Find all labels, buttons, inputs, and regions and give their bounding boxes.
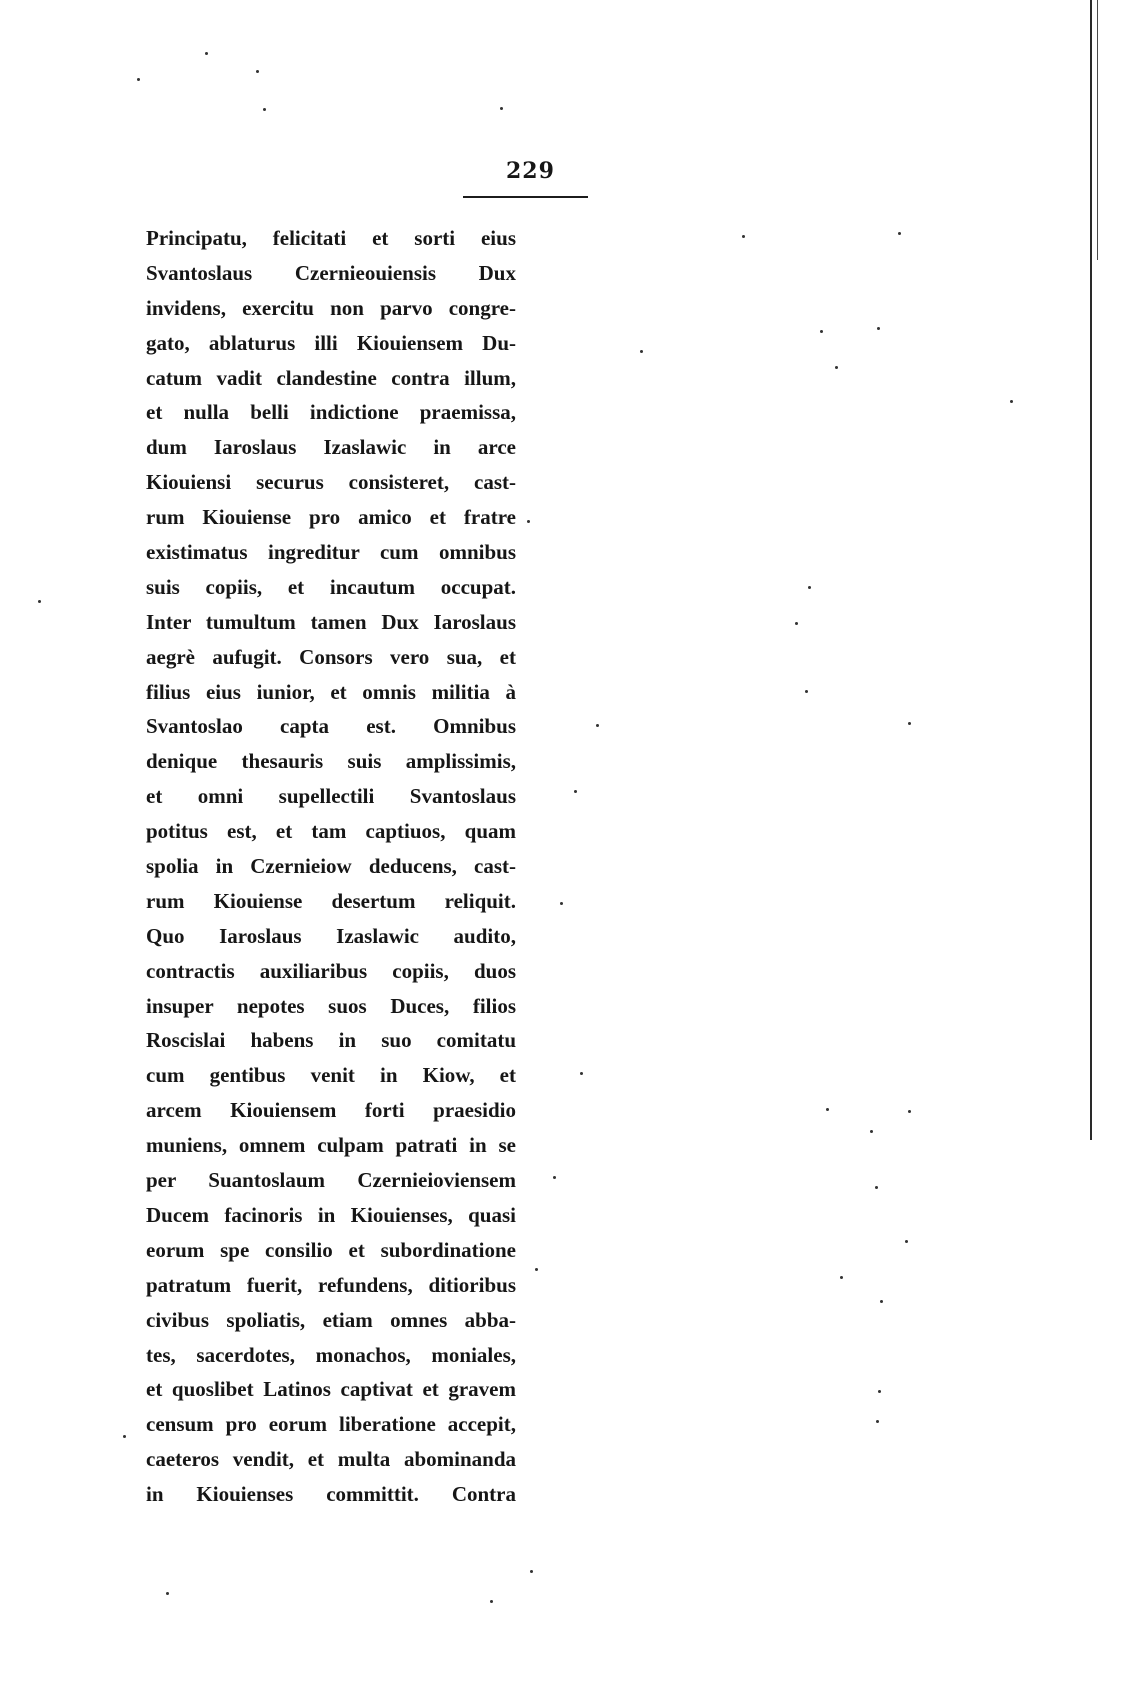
page-edge-line-secondary — [1097, 0, 1098, 260]
scan-speck — [835, 366, 838, 369]
text-line: eorum spe consilio et subordinatione — [146, 1237, 516, 1262]
text-line: suis copiis, et incautum occupat. — [146, 574, 516, 599]
text-line: Principatu, felicitati et sorti eius — [146, 226, 516, 250]
text-line: existimatus ingreditur cum omnibus — [146, 540, 516, 565]
text-line: et nulla belli indictione praemissa, — [146, 400, 516, 425]
text-line: muniens, omnem culpam patrati in se — [146, 1133, 516, 1158]
text-line: rum Kiouiense pro amico et fratre — [146, 505, 516, 530]
text-line: censum pro eorum liberatione accepit, — [146, 1412, 516, 1437]
text-line: potitus est, et tam captiuos, quam — [146, 819, 516, 844]
text-line: Quo Iaroslaus Izaslawic audito, — [146, 923, 516, 948]
scan-speck — [640, 350, 643, 353]
scan-speck — [256, 70, 259, 73]
scan-speck — [530, 1570, 533, 1573]
text-line: cum gentibus venit in Kiow, et — [146, 1063, 516, 1088]
text-line: denique thesauris suis amplissimis, — [146, 749, 516, 774]
page-edge-line — [1090, 0, 1092, 1140]
text-line: caeteros vendit, et multa abominanda — [146, 1447, 516, 1472]
text-line: patratum fuerit, refundens, ditioribus — [146, 1272, 516, 1297]
scan-speck — [808, 586, 811, 589]
page-number: 229 — [506, 158, 555, 184]
text-line: Ducem facinoris in Kiouienses, quasi — [146, 1202, 516, 1227]
text-line: tes, sacerdotes, monachos, moniales, — [146, 1342, 516, 1367]
text-line: arcem Kiouiensem forti praesidio — [146, 1098, 516, 1123]
text-line: in Kiouienses committit. Contra — [146, 1482, 516, 1507]
scan-speck — [880, 1300, 883, 1303]
text-line: per Suantoslaum Czernieioviensem — [146, 1168, 516, 1193]
scan-speck — [1010, 400, 1013, 403]
text-line: Roscislai habens in suo comitatu — [146, 1028, 516, 1053]
text-line: Kiouiensi securus consisteret, cast- — [146, 470, 516, 495]
scan-speck — [870, 1130, 873, 1133]
text-line: Svantoslaus Czernieouiensis Dux — [146, 260, 516, 285]
scan-speck — [908, 722, 911, 725]
text-line: rum Kiouiense desertum reliquit. — [146, 888, 516, 913]
scan-speck — [560, 902, 563, 905]
text-line: Inter tumultum tamen Dux Iaroslaus — [146, 609, 516, 634]
text-line: gato, ablaturus illi Kiouiensem Du- — [146, 330, 516, 355]
text-line: insuper nepotes suos Duces, filios — [146, 993, 516, 1018]
scan-speck — [574, 790, 577, 793]
text-line: civibus spoliatis, etiam omnes abba- — [146, 1307, 516, 1332]
scan-speck — [805, 690, 808, 693]
text-line: catum vadit clandestine contra illum, — [146, 365, 516, 390]
scan-speck — [123, 1435, 126, 1438]
text-line: dum Iaroslaus Izaslawic in arce — [146, 435, 516, 460]
page-header — [463, 156, 588, 198]
scan-speck — [877, 327, 880, 330]
text-line: et omni supellectili Svantoslaus — [146, 784, 516, 809]
scan-speck — [795, 622, 798, 625]
body-text — [146, 221, 516, 1512]
scan-speck — [205, 52, 208, 55]
scan-speck — [580, 1072, 583, 1075]
scan-speck — [263, 108, 266, 111]
scan-speck — [826, 1108, 829, 1111]
text-line: Svantoslao capta est. Omnibus — [146, 714, 516, 739]
scan-speck — [908, 1110, 911, 1113]
scan-speck — [876, 1420, 879, 1423]
text-line: contractis auxiliaribus copiis, duos — [146, 958, 516, 983]
scan-speck — [840, 1276, 843, 1279]
scan-speck — [500, 107, 503, 110]
scan-speck — [742, 235, 745, 238]
text-line: invidens, exercitu non parvo congre- — [146, 295, 516, 320]
scan-speck — [535, 1268, 538, 1271]
scan-speck — [820, 330, 823, 333]
scan-speck — [878, 1390, 881, 1393]
text-line: aegrè aufugit. Consors vero sua, et — [146, 644, 516, 669]
text-line: filius eius iunior, et omnis militia à — [146, 679, 516, 704]
scan-speck — [875, 1186, 878, 1189]
scan-speck — [905, 1240, 908, 1243]
text-line: spolia in Czernieiow deducens, cast- — [146, 854, 516, 879]
scan-speck — [490, 1600, 493, 1603]
scan-speck — [898, 232, 901, 235]
scan-speck — [596, 724, 599, 727]
scan-speck — [38, 600, 41, 603]
scan-speck — [553, 1176, 556, 1179]
scan-speck — [527, 520, 530, 523]
text-line: et quoslibet Latinos captivat et gravem — [146, 1377, 516, 1402]
scan-speck — [166, 1592, 169, 1595]
scan-speck — [137, 78, 140, 81]
